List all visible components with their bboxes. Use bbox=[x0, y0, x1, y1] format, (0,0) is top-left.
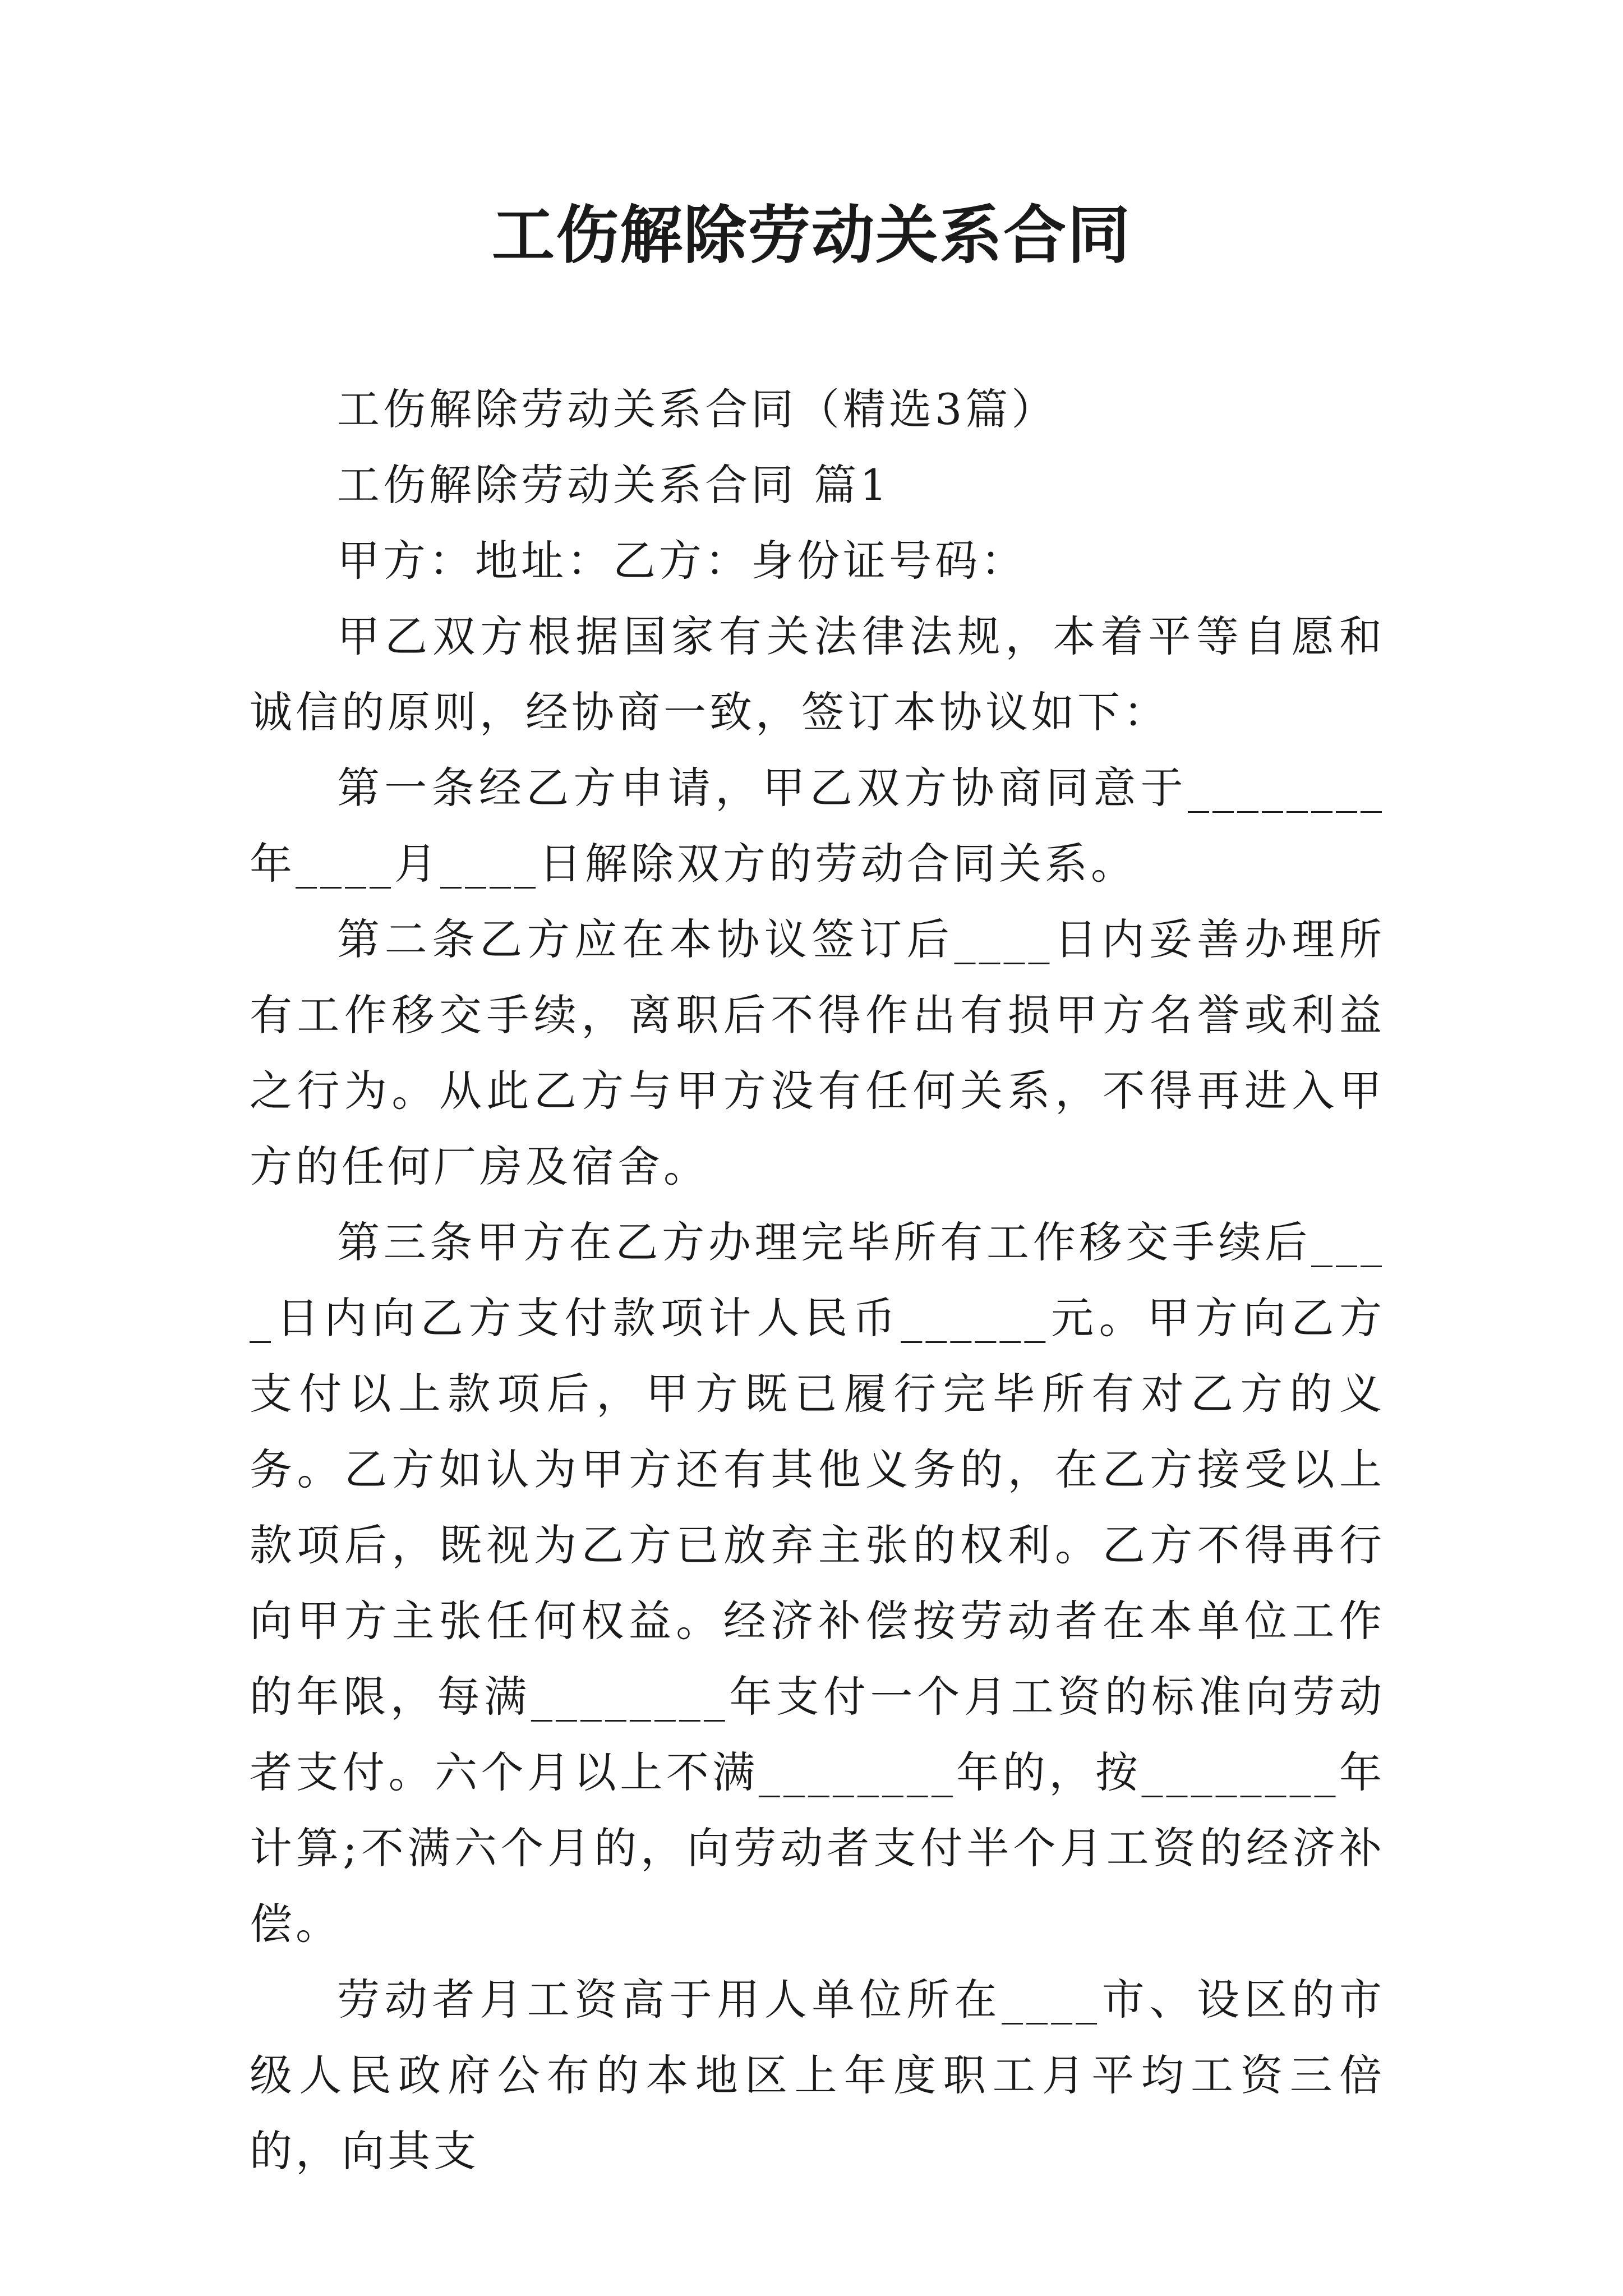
document-body bbox=[250, 371, 1385, 2189]
article-3-paragraph: 第三条甲方在乙方办理完毕所有工作移交手续后____日内向乙方支付款项计人民币______元。甲方向乙方支付以上款项后，甲方既已履行完毕所有对乙方的义务。乙方如认为甲方还有其他义务的，在乙方接受以上款项后，既视为乙方已放弃主张的权利。乙方不得再行向甲方主张任何权益。经济补偿按劳动者在本单位工作的年限，每满________年支付一个月工资的标准向劳动者支付。六个月以上不满________年的，按________年计算;不满六个月的，向劳动者支付半个月工资的经济补偿。 bbox=[250, 1217, 1385, 1949]
party-info-line: 甲方：地址：乙方：身份证号码： bbox=[337, 536, 1027, 586]
section-heading: 工伤解除劳动关系合同 篇1 bbox=[337, 460, 891, 510]
wage-paragraph: 劳动者月工资高于用人单位所在____市、设区的市级人民政府公布的本地区上年度职工月平均工资三倍的，向其支 bbox=[250, 1975, 1385, 2176]
doc-subtitle: 工伤解除劳动关系合同（精选3篇） bbox=[337, 384, 1058, 434]
article-2-paragraph: 第二条乙方应在本协议签订后____日内妥善办理所有工作移交手续，离职后不得作出有损甲方名誉或利益之行为。从此乙方与甲方没有任何关系，不得再进入甲方的任何厂房及宿舍。 bbox=[250, 914, 1385, 1191]
preamble-paragraph: 甲乙双方根据国家有关法律法规，本着平等自愿和诚信的原则，经协商一致，签订本协议如下： bbox=[250, 611, 1385, 737]
document-title: 工伤解除劳动关系合同 bbox=[492, 199, 1131, 272]
article-1-paragraph: 第一条经乙方申请，甲乙双方协商同意于________年____月____日解除双方的劳动合同关系。 bbox=[250, 763, 1385, 889]
